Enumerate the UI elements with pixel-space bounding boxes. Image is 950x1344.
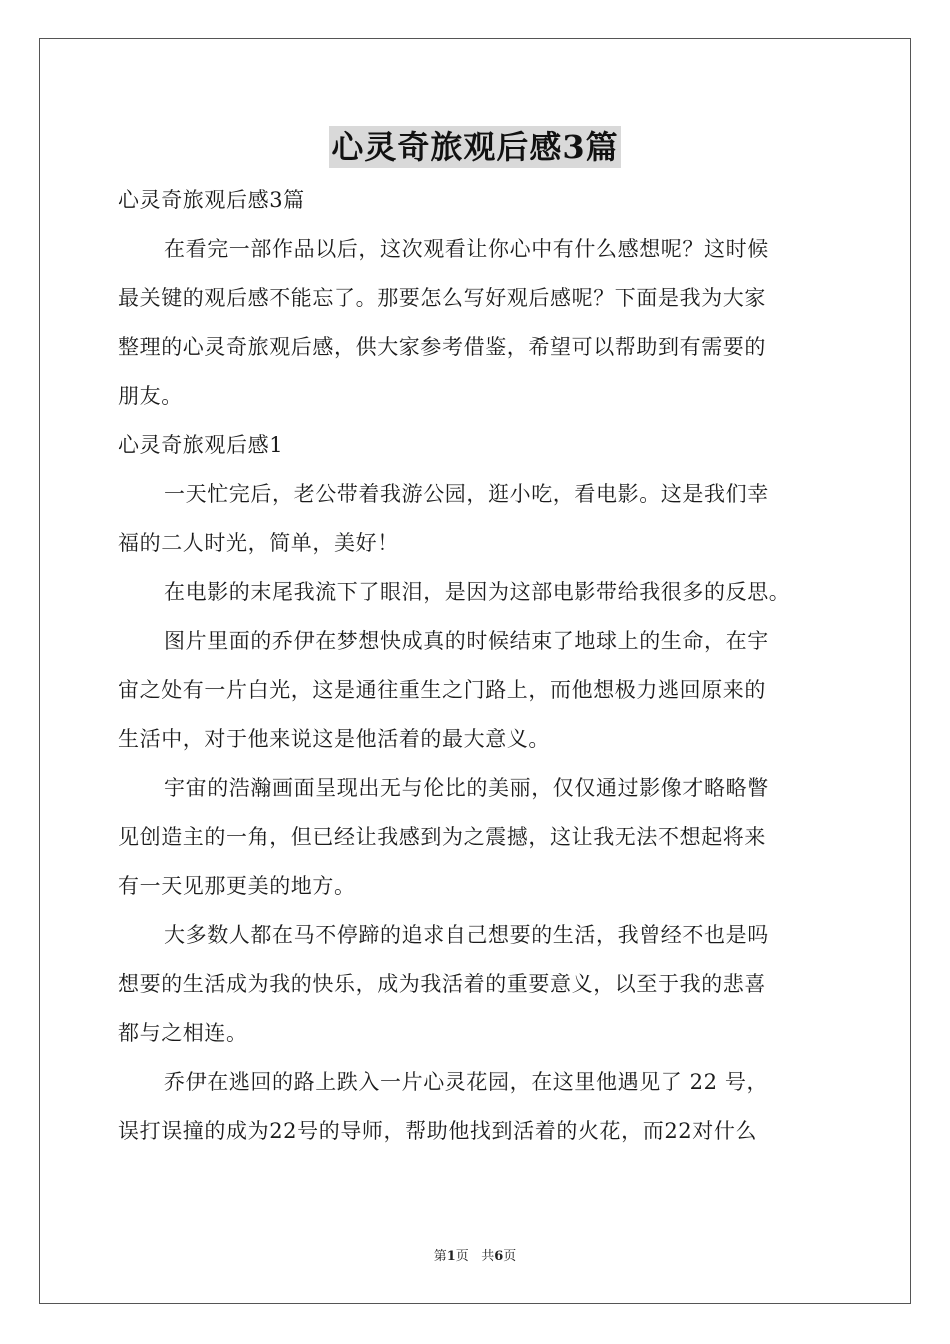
text-line: 在看完一部作品以后，这次观看让你心中有什么感想呢？这时候: [164, 237, 769, 261]
text-line: 有一天见那更美的地方。: [118, 874, 356, 898]
footer-total-prefix: 共: [481, 1249, 495, 1264]
document-title: 心灵奇旅观后感3篇: [331, 128, 619, 166]
text-line: 都与之相连。: [118, 1021, 248, 1045]
text-line: 在电影的末尾我流下了眼泪，是因为这部电影带给我很多的反思。: [164, 580, 791, 604]
text-line: 朋友。: [118, 384, 183, 408]
text-line: 心灵奇旅观后感1: [118, 433, 284, 457]
text-line: 生活中，对于他来说这是他活着的最大意义。: [118, 727, 550, 751]
text-line: 乔伊在逃回的路上跌入一片心灵花园，在这里他遇见了 22 号，: [164, 1070, 769, 1094]
text-line: 福的二人时光，简单，美好！: [118, 531, 399, 555]
footer-prefix: 第: [433, 1249, 447, 1264]
footer-total-suffix: 页: [503, 1249, 517, 1264]
text-line: 宙之处有一片白光，这是通往重生之门路上，而他想极力逃回原来的: [118, 678, 766, 702]
text-line: 想要的生活成为我的快乐，成为我活着的重要意义，以至于我的悲喜: [118, 972, 766, 996]
page-footer: [0, 1245, 950, 1264]
text-line: 一天忙完后，老公带着我游公园，逛小吃，看电影。这是我们幸: [164, 482, 769, 506]
footer-page-suffix: 页: [455, 1249, 469, 1264]
text-line: 最关键的观后感不能忘了。那要怎么写好观后感呢？下面是我为大家: [118, 286, 766, 310]
text-line: 宇宙的浩瀚画面呈现出无与伦比的美丽，仅仅通过影像才略略瞥: [164, 776, 769, 800]
text-line: 误打误撞的成为22号的导师，帮助他找到活着的火花，而22对什么: [118, 1119, 758, 1143]
text-line: 见创造主的一角，但已经让我感到为之震撼，这让我无法不想起将来: [118, 825, 766, 849]
text-line: 大多数人都在马不停蹄的追求自己想要的生活，我曾经不也是吗: [164, 923, 769, 947]
text-line: 心灵奇旅观后感3篇: [118, 188, 305, 212]
footer-current-page: 1: [446, 1249, 456, 1264]
footer-total-pages: 6: [494, 1249, 504, 1264]
title-container: [0, 126, 950, 168]
text-line: 图片里面的乔伊在梦想快成真的时候结束了地球上的生命，在宇: [164, 629, 769, 653]
document-body: [118, 176, 838, 1156]
text-line: 整理的心灵奇旅观后感，供大家参考借鉴，希望可以帮助到有需要的: [118, 335, 766, 359]
